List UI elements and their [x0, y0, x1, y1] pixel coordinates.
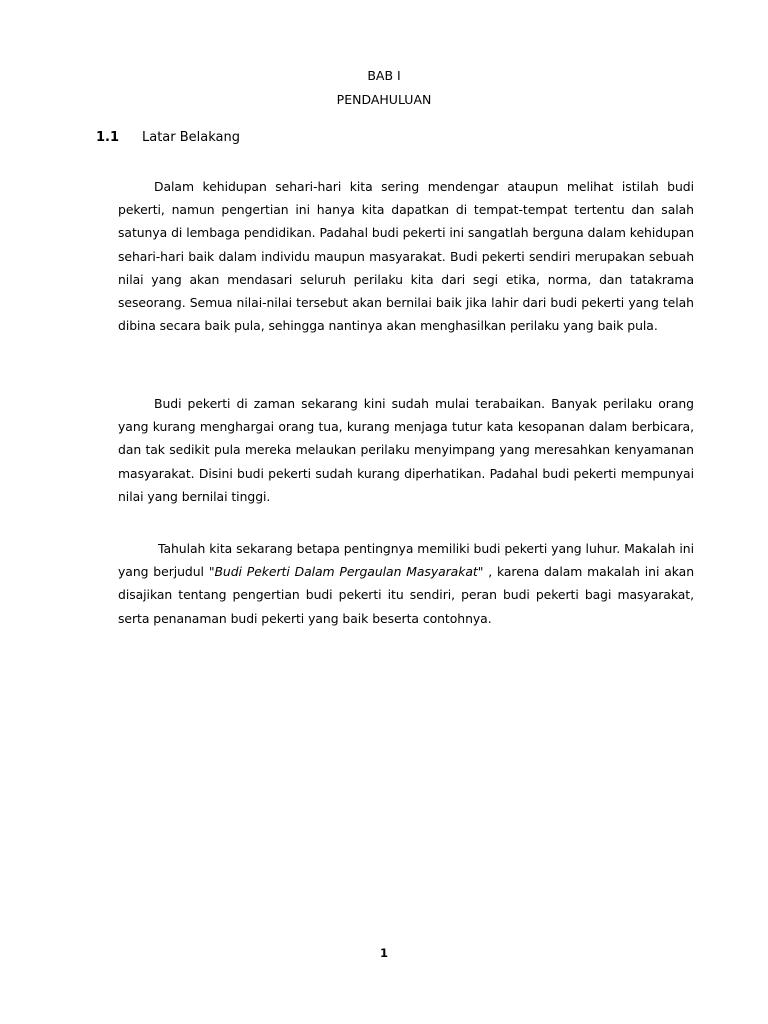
paragraph-1: Dalam kehidupan sehari-hari kita sering mendengar ataupun melihat istilah budi pekerti, namun pengertian ini hanya kita dapatkan di tempat-tempat tertentu dan salah satunya di lembaga pendidikan. Padahal budi pekerti ini sangatlah berguna dalam kehidupan sehari-hari baik dalam individu maupun masyarakat. Budi pekerti sendiri merupakan sebuah nilai yang akan mendasari seluruh perilaku kita dari segi etika, norma, dan tatakrama seseorang. Semua nilai-nilai tersebut akan bernilai baik jika lahir dari budi pekerti yang telah dibina secara baik pula, sehingga nantinya akan menghasilkan perilaku yang baik pula. [118, 179, 694, 334]
section-number: 1.1 [96, 130, 120, 145]
page-number: 1 [379, 946, 388, 960]
section-heading [96, 130, 240, 145]
section-title: Latar Belakang [142, 130, 241, 145]
paragraph-3 [118, 537, 694, 630]
paper-title-quote: "Budi Pekerti Dalam Pergaulan Masyarakat" [208, 564, 484, 580]
chapter-number: BAB I [367, 68, 401, 83]
paragraph-2: Budi pekerti di zaman sekarang kini sudah mulai terabaikan. Banyak perilaku orang yang kurang menghargai orang tua, kurang menjaga tutur kata kesopanan dalam berbicara, dan tak sedikit pula mereka melaukan perilaku menyimpang yang meresahkan kenyamanan masyarakat. Disini budi pekerti sudah kurang diperhatikan. Padahal budi pekerti mempunyai nilai yang bernilai tinggi. [118, 396, 694, 504]
paragraph-3-text-end: , karena dalam makalah ini akan disajikan tentang pengertian budi pekerti itu sendiri, peran budi pekerti bagi masyarakat, serta penanaman budi pekerti yang baik beserta contohnya. [118, 564, 694, 626]
paragraph-3-text-start: Tahulah kita sekarang betapa pentingnya memiliki budi pekerti yang luhur. Makalah ini yang berjudul [118, 541, 694, 580]
chapter-title: PENDAHULUAN [336, 92, 432, 107]
